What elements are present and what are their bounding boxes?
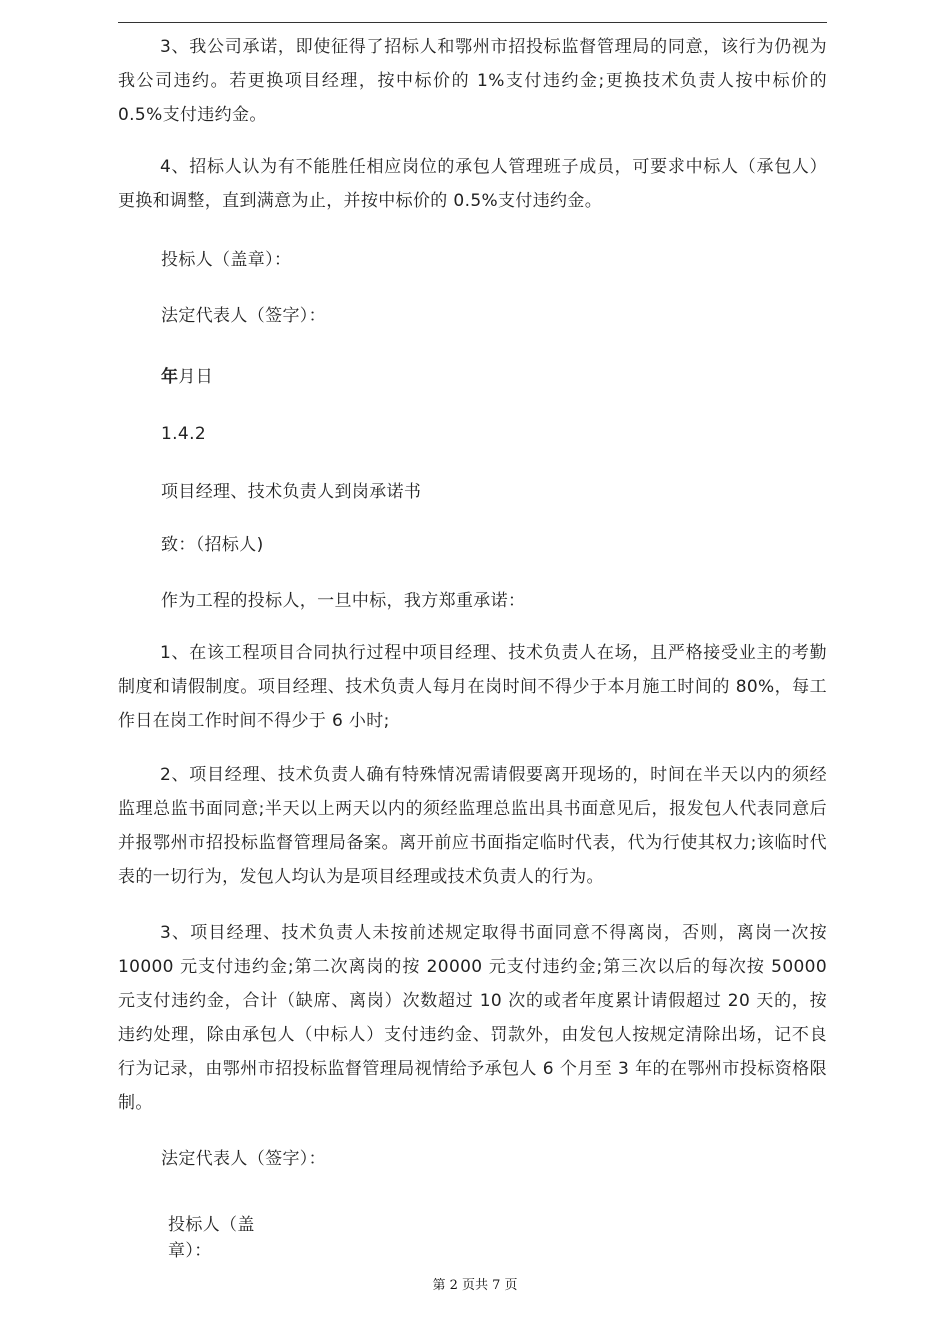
commitment-intro: 作为工程的投标人，一旦中标，我方郑重承诺：	[161, 591, 526, 611]
bidder-seal-line-2: 投标人（盖章）：	[168, 1215, 255, 1261]
section-number: 1.4.2	[161, 424, 207, 444]
legal-representative-signature-line: 法定代表人（签字）：	[161, 306, 326, 326]
date-year: 年	[161, 367, 179, 387]
addressee-line: 致：（招标人)	[161, 535, 264, 555]
commitment-clause-1: 1、在该工程项目合同执行过程中项目经理、技术负责人在场，且严格接受业主的考勤制度和请假制度。项目经理、技术负责人每月在岗时间不得少于本月施工时间的 80%，每工作日在岗工作时间不得少于 6 小时;	[118, 643, 827, 731]
penalty-clause-4: 4、招标人认为有不能胜任相应岗位的承包人管理班子成员，可要求中标人（承包人）更换和调整，直到满意为止，并按中标价的 0.5%支付违约金。	[118, 157, 827, 211]
commitment-clause-3: 3、项目经理、技术负责人未按前述规定取得书面同意不得离岗，否则，离岗一次按 10000 元支付违约金;第二次离岗的按 20000 元支付违约金;第三次以后的每次按 50000 元支付违约金，合计（缺席、离岗）次数超过 10 次的或者年度累计请假超过 20 天的，按违约处理，除由承包人（中标人）支付违约金、罚款外，由发包人按规定清除出场，记不良行为记录，由鄂州市招投标监督管理局视情给予承包人 6 个月至 3 年的在鄂州市投标资格限制。	[118, 923, 827, 1113]
penalty-clause-3: 3、我公司承诺，即使征得了招标人和鄂州市招投标监督管理局的同意，该行为仍视为我公司违约。若更换项目经理，按中标价的 1%支付违约金;更换技术负责人按中标价的 0.5%支付违约金。	[118, 37, 827, 125]
section-title: 项目经理、技术负责人到岗承诺书	[161, 482, 422, 502]
legal-representative-signature-line-2: 法定代表人（签字）：	[161, 1149, 326, 1169]
date-month-day: 月日	[178, 367, 214, 387]
bidder-seal-line: 投标人（盖章）：	[161, 250, 292, 270]
page-footer: 第 2 页共 7 页	[432, 1278, 518, 1293]
header-rule	[118, 22, 827, 23]
commitment-clause-2: 2、项目经理、技术负责人确有特殊情况需请假要离开现场的，时间在半天以内的须经监理总监书面同意;半天以上两天以内的须经监理总监出具书面意见后，报发包人代表同意后并报鄂州市招投标监督管理局备案。离开前应书面指定临时代表，代为行使其权力;该临时代表的一切行为，发包人均认为是项目经理或技术负责人的行为。	[118, 765, 827, 887]
date-line	[161, 365, 213, 389]
